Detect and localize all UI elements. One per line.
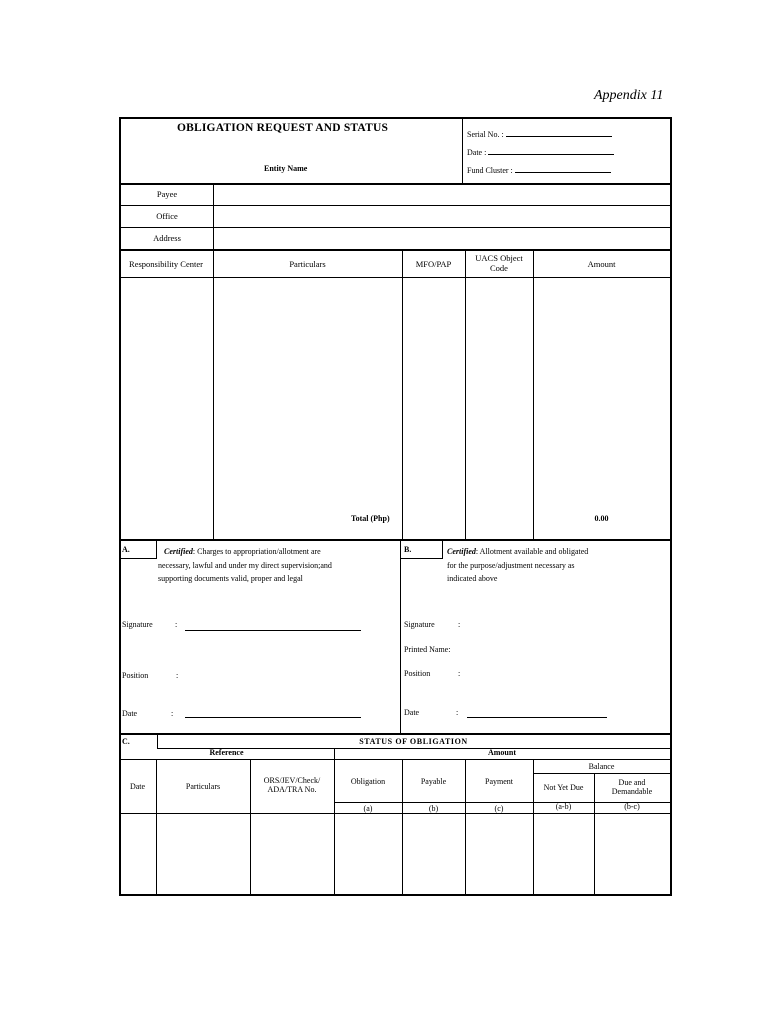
- col-uacs-line2: Code: [490, 263, 508, 273]
- balance-header: Balance: [588, 762, 615, 771]
- section-a-line1: : Charges to appropriation/allotment are: [192, 547, 321, 556]
- particulars-cell[interactable]: [215, 279, 400, 509]
- col-c-particulars: Particulars: [185, 782, 221, 791]
- address-label: Address: [153, 233, 181, 243]
- serial-no-field[interactable]: [467, 128, 612, 139]
- col-c-ors-line2: ADA/TRA No.: [267, 785, 317, 794]
- section-b-line1: : Allotment available and obligated: [475, 547, 589, 556]
- section-a-signature-colon: :: [175, 620, 178, 629]
- total-value: 0.00: [594, 514, 609, 523]
- col-c-ors: [250, 776, 334, 794]
- section-b-certified: Certified: [447, 547, 476, 556]
- col-amount: Amount: [587, 259, 616, 269]
- section-a-position-colon: :: [176, 671, 179, 680]
- uacs-cell[interactable]: [467, 279, 531, 537]
- amount-header: Amount: [487, 748, 516, 757]
- section-b-signature-label: Signature: [404, 620, 435, 629]
- col-c-not-yet-due: Not Yet Due: [543, 783, 584, 792]
- col-c-due-line2: Demandable: [611, 787, 653, 796]
- col-c-due-demandable: [594, 778, 670, 796]
- section-a-letter: A.: [122, 545, 130, 554]
- code-ab: (a-b): [555, 802, 572, 811]
- amount-cell[interactable]: [535, 279, 668, 509]
- section-b-cert-line1: [447, 547, 588, 556]
- serial-no-label: Serial No. :: [467, 130, 504, 139]
- office-input[interactable]: [215, 207, 669, 227]
- code-b: (b): [428, 804, 439, 813]
- section-b-date-label: Date: [404, 708, 420, 717]
- code-a: (a): [363, 804, 373, 813]
- col-responsibility-center: Responsibility Center: [129, 259, 203, 269]
- fund-cluster-field[interactable]: [467, 164, 611, 175]
- mfo-pap-cell[interactable]: [404, 279, 463, 537]
- section-b-printed-name-label: Printed Name:: [404, 645, 451, 654]
- col-c-date: Date: [129, 782, 146, 791]
- col-uacs-line1: UACS Object: [475, 253, 523, 263]
- section-c-letter: C.: [122, 737, 130, 746]
- total-label: Total (Php): [351, 514, 390, 523]
- address-input[interactable]: [215, 229, 669, 249]
- section-b-letter: B.: [404, 545, 412, 554]
- section-a-cert-line1: [164, 547, 321, 556]
- payee-label: Payee: [156, 189, 178, 199]
- col-uacs: [465, 253, 533, 273]
- col-c-due-line1: Due and: [618, 778, 646, 787]
- appendix-label: Appendix 11: [594, 88, 664, 103]
- col-c-ors-line1: ORS/JEV/Check/: [263, 776, 321, 785]
- section-c-title: STATUS OF OBLIGATION: [359, 737, 468, 746]
- section-a-date-colon: :: [171, 709, 174, 718]
- section-b-date-field[interactable]: [467, 707, 607, 718]
- section-a-cert-line3: supporting documents valid, proper and legal: [158, 574, 303, 583]
- reference-header: Reference: [209, 748, 244, 757]
- section-b-cert-line3: indicated above: [447, 574, 498, 583]
- payee-input[interactable]: [215, 185, 669, 205]
- form-title: OBLIGATION REQUEST AND STATUS: [177, 122, 389, 134]
- col-c-payment: Payment: [485, 777, 513, 786]
- section-b-signature-colon: :: [458, 620, 461, 629]
- section-b-date-colon: :: [456, 708, 459, 717]
- section-a-signature-label: Signature: [122, 620, 153, 629]
- section-a-cert-line2: necessary, lawful and under my direct supervision;and: [158, 561, 332, 570]
- entity-name-label: Entity Name: [264, 164, 308, 173]
- section-a-certified: Certified: [164, 547, 193, 556]
- col-mfo-pap: MFO/PAP: [415, 259, 452, 269]
- section-b-position-label: Position: [404, 669, 431, 678]
- responsibility-center-cell[interactable]: [121, 279, 211, 537]
- col-particulars: Particulars: [289, 259, 326, 269]
- date-field[interactable]: [467, 146, 614, 157]
- fund-cluster-label: Fund Cluster :: [467, 166, 513, 175]
- section-b-position-colon: :: [458, 669, 461, 678]
- section-b-cert-line2: for the purpose/adjustment necessary as: [447, 561, 575, 570]
- section-a-date-label: Date: [122, 709, 138, 718]
- status-entries-area[interactable]: [121, 815, 669, 893]
- code-bc: (b-c): [624, 802, 640, 811]
- code-c: (c): [494, 804, 504, 813]
- section-a-signature-field[interactable]: [185, 620, 361, 631]
- office-label: Office: [156, 211, 178, 221]
- col-c-obligation: Obligation: [350, 777, 386, 786]
- col-c-payable: Payable: [420, 777, 447, 786]
- date-label: Date :: [467, 148, 487, 157]
- section-a-position-label: Position: [122, 671, 149, 680]
- section-a-date-field[interactable]: [185, 707, 361, 718]
